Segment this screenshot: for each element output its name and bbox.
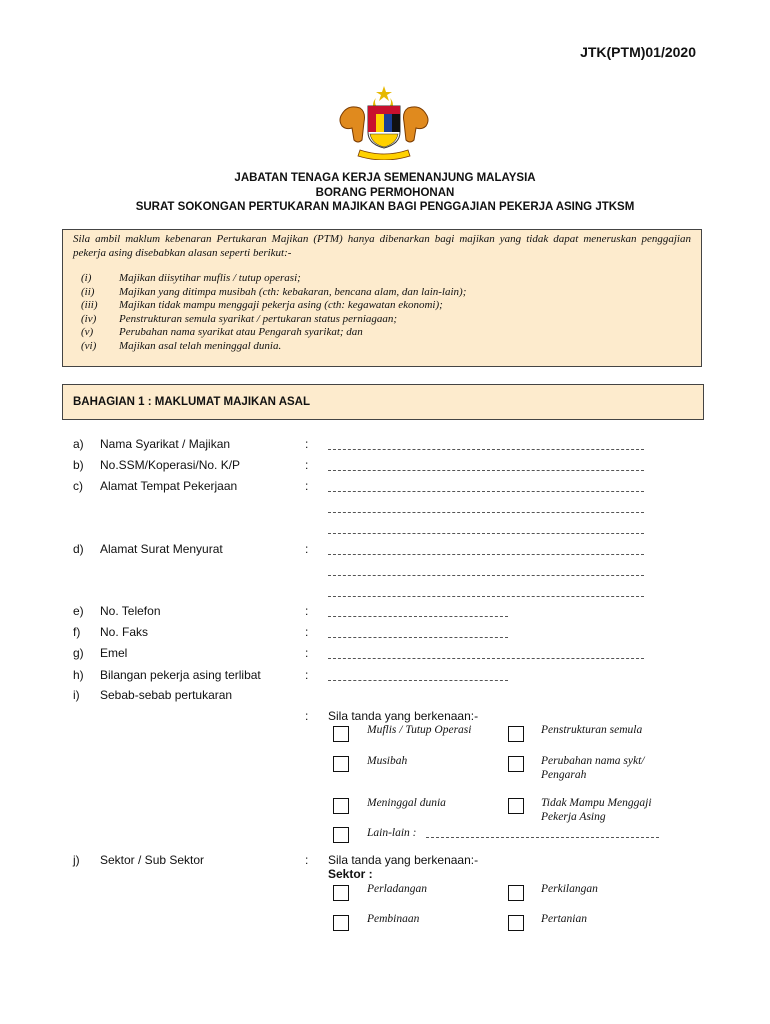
worker-count-field[interactable]	[328, 680, 508, 681]
form-header	[0, 171, 770, 215]
reasons-prompt: Sila tanda yang berkenaan:-	[328, 709, 479, 723]
colon: :	[305, 437, 309, 451]
label-company-name: Nama Syarikat / Majikan	[100, 437, 231, 451]
label-change-reasons: Sebab-sebab pertukaran	[100, 688, 233, 702]
colon: :	[305, 458, 309, 472]
option-pertanian-label: Pertanian	[541, 913, 587, 925]
option-perubahan-nama-label: Perubahan nama sykt/ Pengarah	[541, 755, 645, 781]
mailing-address-field-line-2[interactable]	[328, 575, 644, 576]
field-letter-b: b)	[73, 458, 84, 472]
colon: :	[305, 604, 309, 618]
colon: :	[305, 668, 309, 682]
work-address-field-line-3[interactable]	[328, 533, 644, 534]
company-name-field[interactable]	[328, 449, 644, 450]
work-address-field-line-2[interactable]	[328, 512, 644, 513]
field-letter-j: j)	[73, 853, 80, 867]
option-pembinaan-label: Pembinaan	[367, 913, 420, 925]
checkbox-musibah[interactable]	[333, 756, 349, 772]
checkbox-tidak-mampu[interactable]	[508, 798, 524, 814]
list-item: (iv) Penstrukturan semula syarikat / pertukaran status perniagaan;	[81, 312, 398, 325]
list-item: (i) Majikan diisytihar muflis / tutup operasi;	[81, 272, 301, 284]
field-letter-h: h)	[73, 668, 84, 682]
option-lain-lain-label: Lain-lain :	[367, 827, 417, 839]
sector-prompt: Sila tanda yang berkenaan:-	[328, 853, 479, 867]
label-email: Emel	[100, 646, 128, 660]
colon: :	[305, 853, 309, 867]
label-sector: Sektor / Sub Sektor	[100, 853, 205, 867]
colon: :	[305, 709, 309, 723]
lain-lain-field[interactable]	[426, 837, 659, 838]
colon: :	[305, 646, 309, 660]
colon: :	[305, 542, 309, 556]
field-letter-a: a)	[73, 437, 84, 451]
label-telephone: No. Telefon	[100, 604, 161, 618]
form-subject-title: SURAT SOKONGAN PERTUKARAN MAJIKAN BAGI PENGGAJIAN PEKERJA ASING JTKSM	[135, 201, 635, 213]
field-letter-g: g)	[73, 646, 84, 660]
option-penstrukturan-label: Penstrukturan semula	[541, 724, 643, 736]
checkbox-lain-lain[interactable]	[333, 827, 349, 843]
option-meninggal-dunia-label: Meninggal dunia	[367, 797, 446, 809]
checkbox-muflis[interactable]	[333, 726, 349, 742]
notice-box	[62, 229, 702, 367]
field-letter-f: f)	[73, 625, 81, 639]
label-registration-no: No.SSM/Koperasi/No. K/P	[100, 458, 241, 472]
checkbox-penstrukturan[interactable]	[508, 726, 524, 742]
option-musibah-label: Musibah	[367, 755, 408, 767]
coat-of-arms-logo	[330, 84, 438, 160]
label-mailing-address: Alamat Surat Menyurat	[100, 542, 223, 556]
fax-field[interactable]	[328, 637, 508, 638]
checkbox-perkilangan[interactable]	[508, 885, 524, 901]
mailing-address-field-line-1[interactable]	[328, 554, 644, 555]
colon: :	[305, 625, 309, 639]
field-letter-e: e)	[73, 604, 84, 618]
checkbox-pembinaan[interactable]	[333, 915, 349, 931]
form-type-title: BORANG PERMOHONAN	[315, 186, 455, 199]
label-fax: No. Faks	[100, 625, 149, 639]
option-muflis-label: Muflis / Tutup Operasi	[367, 724, 472, 736]
label-work-address: Alamat Tempat Pekerjaan	[100, 479, 238, 493]
checkbox-perubahan-nama[interactable]	[508, 756, 524, 772]
form-code: JTK(PTM)01/2020	[580, 44, 696, 60]
notice-reason-list	[81, 272, 466, 353]
colon: :	[305, 479, 309, 493]
checkbox-perladangan[interactable]	[333, 885, 349, 901]
department-title: JABATAN TENAGA KERJA SEMENANJUNG MALAYSIA	[234, 172, 536, 184]
field-letter-d: d)	[73, 542, 84, 556]
registration-no-field[interactable]	[328, 470, 644, 471]
option-tidak-mampu-label: Tidak Mampu Menggaji Pekerja Asing	[541, 797, 652, 823]
list-item: (ii) Majikan yang ditimpa musibah (cth: kebakaran, bencana alam, dan lain-lain);	[81, 285, 467, 298]
list-item: (v) Perubahan nama syarikat atau Pengarah syarikat; dan	[81, 326, 363, 338]
field-letter-i: i)	[73, 688, 80, 702]
list-item: (iii) Majikan tidak mampu menggaji pekerja asing (cth: kegawatan ekonomi);	[81, 299, 443, 311]
checkbox-pertanian[interactable]	[508, 915, 524, 931]
list-item: (vi) Majikan asal telah meninggal dunia.	[81, 339, 282, 352]
section-1-header: BAHAGIAN 1 : MAKLUMAT MAJIKAN ASAL	[62, 384, 704, 420]
work-address-field-line-1[interactable]	[328, 491, 644, 492]
option-perkilangan-label: Perkilangan	[541, 883, 598, 895]
notice-intro: Sila ambil maklum kebenaran Pertukaran Majikan (PTM) hanya dibenarkan bagi majikan yang tidak dapat meneruskan penggajian pekerja asing disebabkan alasan seperti berikut:-	[73, 233, 691, 259]
label-worker-count: Bilangan pekerja asing terlibat	[100, 668, 261, 682]
telephone-field[interactable]	[328, 616, 508, 617]
checkbox-meninggal-dunia[interactable]	[333, 798, 349, 814]
email-field[interactable]	[328, 658, 644, 659]
mailing-address-field-line-3[interactable]	[328, 596, 644, 597]
sector-heading: Sektor :	[328, 867, 373, 881]
field-letter-c: c)	[73, 479, 83, 493]
option-perladangan-label: Perladangan	[367, 883, 428, 895]
